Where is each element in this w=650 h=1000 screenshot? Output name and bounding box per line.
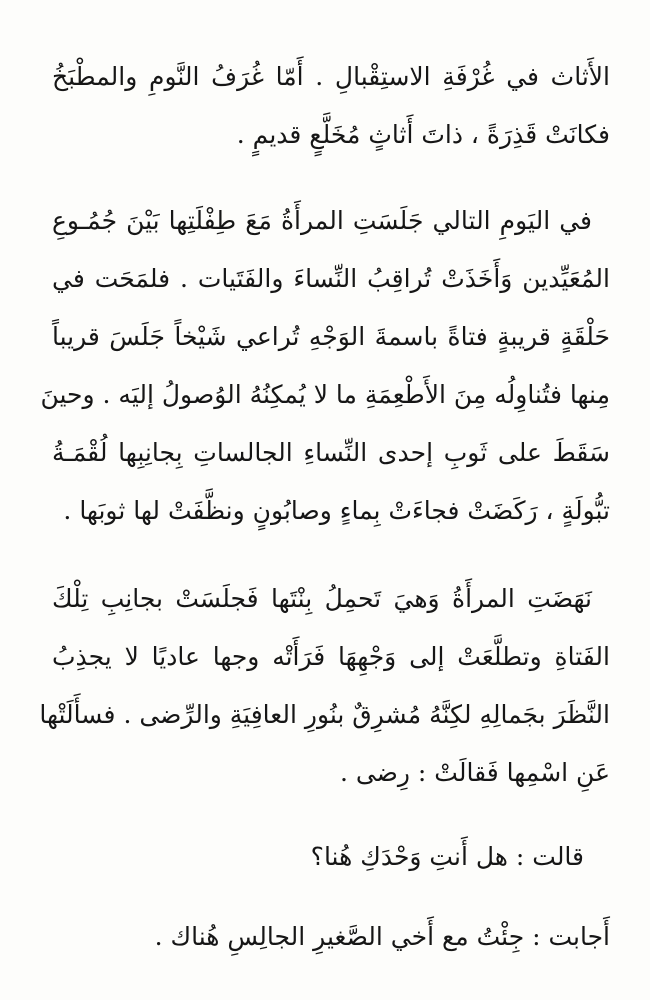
paragraph-3 [39,570,610,802]
text-line: تبُّولَةٍ ، رَكَضَتْ فجاءَتْ بِماءٍ وصابُونٍ ونظَّفَتْ لها ثوبَها . [63,496,610,525]
text-line: قالت : هل أَنتِ وَحْدَكِ هُنا؟ [310,842,584,871]
paragraph-spacer [52,540,610,570]
text-line: سَقَطَ على ثَوبِ إحدى النِّساءِ الجالساتِ بِجانِبِها لُقْمَـةُ [52,438,610,467]
text-line: حَلْقَةٍ قريبةٍ فتاةً باسمةَ الوَجْهِ تُراعي شَيْخاً جَلَسَ قريباً [52,322,610,351]
text-line: نَهَضَتِ المرأَةُ وَهيَ تَحمِلُ بِنْتَها فَجلَسَتْ بجانِبِ تِلْكَ [52,584,592,613]
text-line: فكانَتْ قَذِرَةً ، ذاتَ أَثاثٍ مُخَلَّعٍ قديمٍ . [236,120,610,149]
text-line: المُعَيِّدين وَأَخَذَتْ تُراقِبُ النِّساءَ والفَتَيات . فلمَحَت في [52,264,610,293]
text-line: أَجابت : جِئْتُ مع أَخي الصَّغيرِ الجالِسِ هُناك . [154,922,610,951]
text-line: مِنها فتُناوِلُه مِنَ الأَطْعِمَةِ ما لا يُمكِنُهُ الوُصولُ إليَه . وحينَ [40,380,610,409]
paragraph-spacer [52,164,610,192]
paragraph-5 [52,908,610,966]
paragraph-4 [52,828,610,886]
paragraph-spacer [52,886,610,908]
paragraph-1 [52,48,610,164]
text-line: الأَثاث في غُرْفَةِ الاستِقْبالِ . أَمّا غُرَفُ النَّومِ والمطْبَخُ [52,62,610,91]
text-line: في اليَومِ التالي جَلَسَتِ المرأَةُ مَعَ طِفْلَتِها بَيْنَ جُمُـوعِ [52,206,592,235]
paragraph-spacer [52,802,610,828]
paragraph-2 [40,192,610,540]
text-line: عَنِ اسْمِها فَقالَتْ : رِضى . [339,758,610,787]
text-line: النَّظَرَ بجَمالِهِ لكِنَّهُ مُشرِقٌ بنُورِ العافِيَةِ والرِّضى . فسأَلَتْها [39,700,610,729]
text-line: الفَتاةِ وتطلَّعَتْ إلى وَجْهِهَا فَرَأَتْه وجها عاديًا لا يجذِبُ [52,642,610,671]
